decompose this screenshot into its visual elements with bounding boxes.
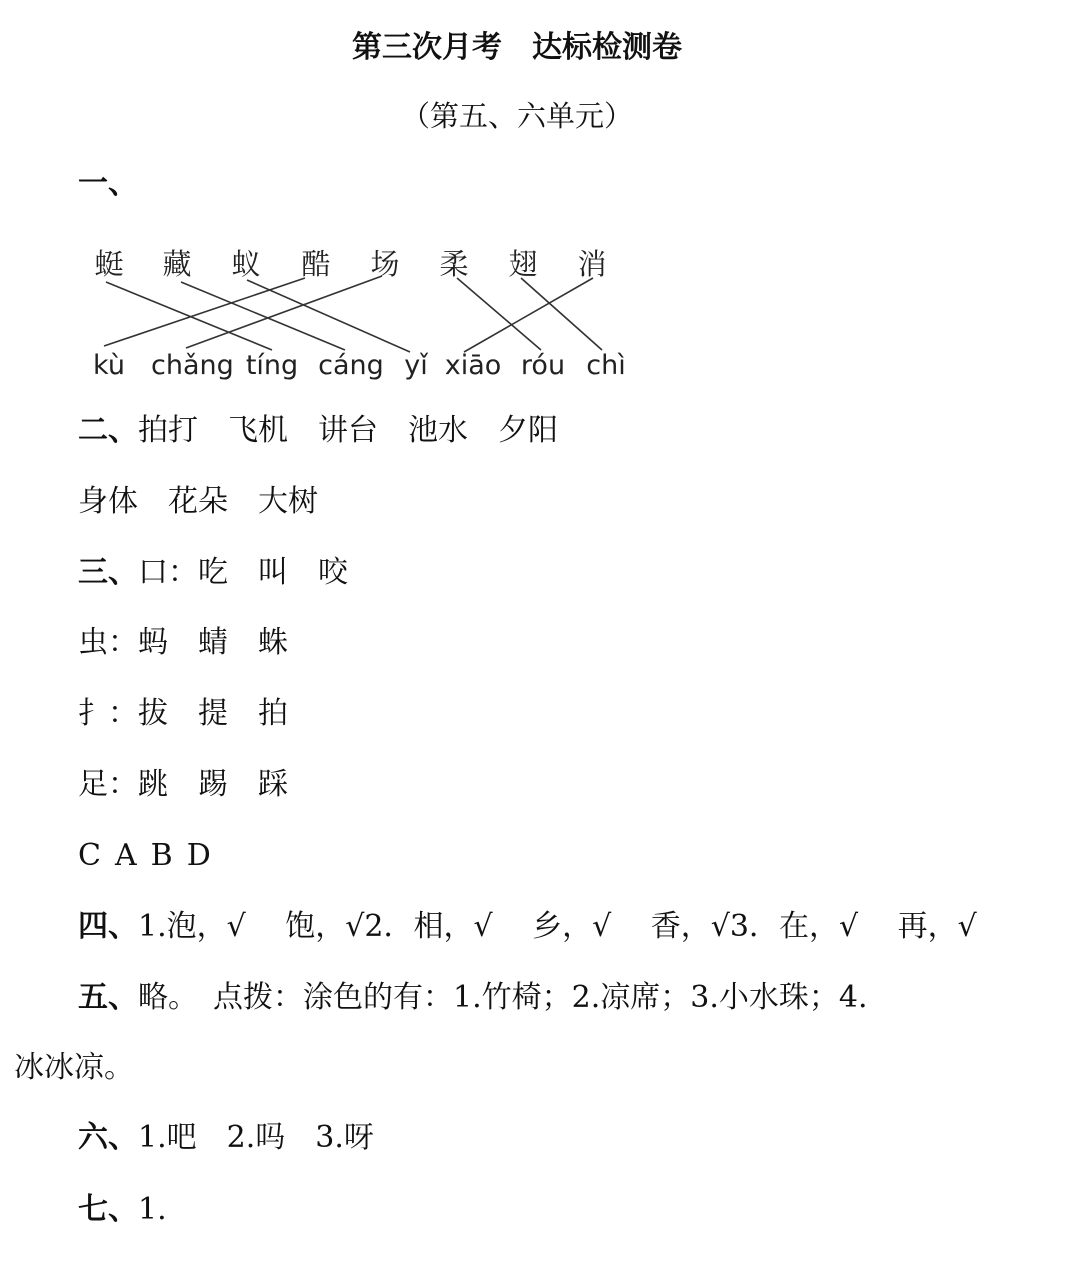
char: 拍 [258, 696, 288, 731]
match-pinyin: chǎng [151, 350, 234, 381]
match-char: 柔 [439, 247, 469, 281]
char: 蜻 [198, 625, 228, 660]
char: 咬 [318, 555, 348, 590]
section-5-continued: 冰冰凉。 [14, 1050, 134, 1085]
word: 大树 [258, 484, 318, 519]
section-3-row-shou [78, 696, 288, 732]
section-2-row-1 [78, 413, 558, 449]
match-char: 蜓 [94, 247, 124, 281]
section-5 [78, 980, 868, 1016]
radical: 扌： [78, 696, 138, 731]
section-3-label: 三、 [78, 555, 138, 590]
answer: D [186, 838, 211, 873]
radical: 口： [138, 555, 198, 590]
word: 夕阳 [498, 413, 558, 448]
match-line [457, 278, 541, 350]
answer: B [150, 838, 173, 873]
page-subtitle: （第五、六单元） [400, 99, 633, 133]
answer: A [114, 838, 137, 873]
match-line [464, 278, 593, 352]
match-pinyin: yǐ [404, 350, 428, 381]
match-line [106, 282, 272, 350]
char: 提 [198, 696, 228, 731]
char: 蛛 [258, 625, 288, 660]
radical: 足： [78, 767, 138, 802]
item: 3.呀 [315, 1120, 374, 1155]
section-6-label: 六、 [78, 1120, 138, 1155]
match-char: 藏 [162, 247, 192, 281]
section-5-text: 略。 点拨：涂色的有：1.竹椅；2.凉席；3.小水珠；4. [138, 980, 868, 1015]
match-pinyin: tíng [245, 350, 299, 381]
word: 讲台 [318, 413, 378, 448]
match-pinyin: cáng [318, 350, 384, 381]
match-char: 翅 [508, 247, 538, 281]
char: 踩 [258, 767, 288, 802]
section-2-label: 二、 [78, 413, 138, 448]
section-7-text: 1. [138, 1192, 167, 1227]
page-title: 第三次月考 达标检测卷 [352, 30, 682, 65]
section-7-label: 七、 [78, 1192, 138, 1227]
word: 拍打 [138, 413, 198, 448]
match-pinyin: róu [520, 350, 566, 381]
word: 身体 [78, 484, 138, 519]
section-7 [78, 1192, 167, 1228]
section-2-row-2 [78, 484, 318, 520]
section-3-answers [78, 838, 211, 874]
match-char: 蚁 [231, 247, 261, 281]
radical: 虫： [78, 625, 138, 660]
section-3-row-chong [78, 625, 288, 661]
char: 蚂 [138, 625, 168, 660]
word: 池水 [408, 413, 468, 448]
item: 1.吧 [138, 1120, 197, 1155]
section-3-row-zu [78, 767, 288, 803]
char: 吃 [198, 555, 228, 590]
section-4 [78, 909, 977, 945]
section-6 [78, 1120, 374, 1156]
char: 踢 [198, 767, 228, 802]
item: 2.吗 [226, 1120, 286, 1155]
match-pinyin: kù [93, 350, 125, 381]
section-4-label: 四、 [78, 909, 138, 944]
char: 拔 [138, 696, 168, 731]
answer: C [78, 838, 101, 873]
section-5-label: 五、 [78, 980, 138, 1015]
word: 飞机 [228, 413, 288, 448]
match-char: 场 [370, 247, 400, 281]
match-pinyin: chì [586, 350, 626, 381]
match-char: 消 [577, 247, 607, 281]
match-pinyin: xiāo [444, 350, 502, 381]
section-4-text: 1.泡，√ 饱，√2．相，√ 乡，√ 香，√3．在，√ 再，√ [138, 909, 977, 944]
word: 花朵 [168, 484, 228, 519]
match-line [186, 276, 382, 348]
match-char: 酷 [301, 247, 331, 281]
section-3-row-kou [78, 555, 348, 591]
match-line [521, 278, 602, 350]
char: 叫 [258, 555, 288, 590]
section-1-label: 一、 [78, 166, 138, 201]
char: 跳 [138, 767, 168, 802]
match-line [104, 278, 305, 346]
